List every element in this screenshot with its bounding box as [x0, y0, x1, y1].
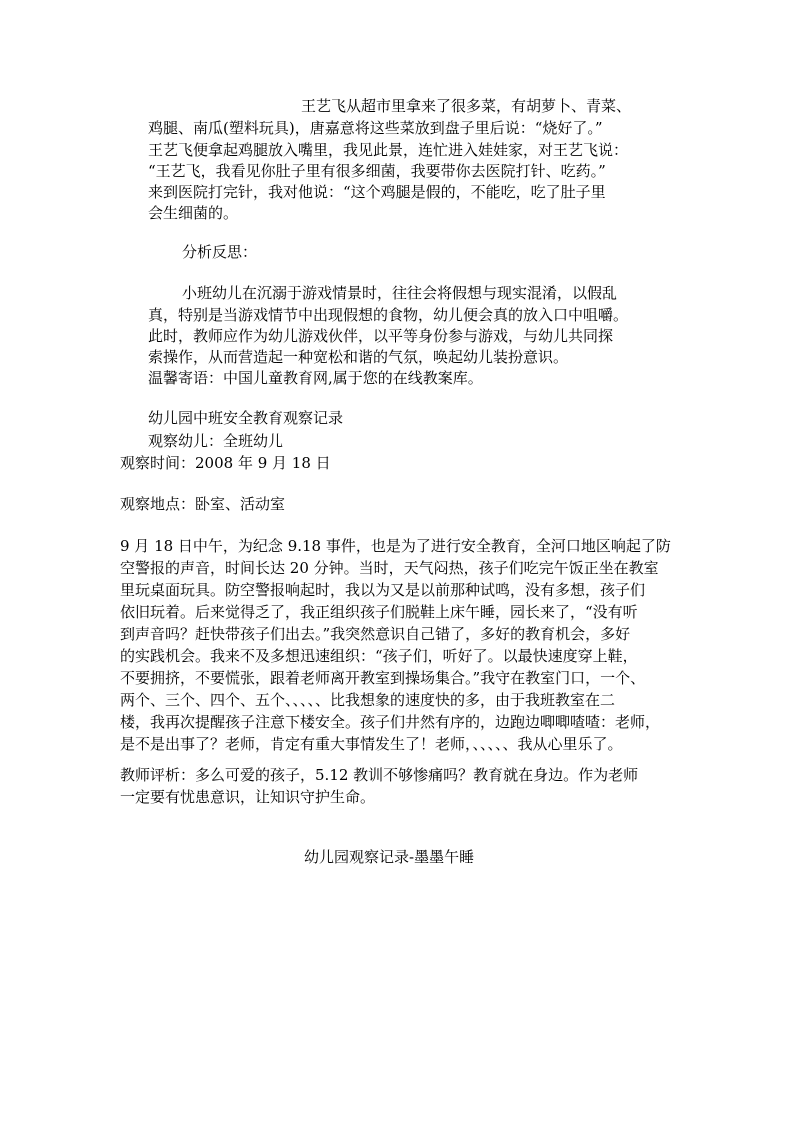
record-body-line-7: 不要拥挤，不要慌张，跟着老师离开教室到操场集合。”我守在教室门口，一个、 [120, 669, 646, 687]
record-body-line-3: 里玩桌面玩具。防空警报响起时，我以为又是以前那种试鸣，没有多想，孩子们 [120, 581, 646, 599]
analysis-heading: 分析反思： [182, 243, 258, 261]
teacher-comment-line-2: 一定要有忧患意识，让知识守护生命。 [120, 788, 376, 806]
record-body-line-5: 到声音吗？赶快带孩子们出去。”我突然意识自己错了，多好的教育机会，多好 [120, 625, 631, 643]
record-body-line-1: 9 月 18 日中午，为纪念 9.18 事件，也是为了进行安全教育，全河口地区响起了防 [120, 537, 671, 555]
observed-children: 观察幼儿：全班幼儿 [148, 432, 284, 450]
record-body-line-4: 依旧玩着。后来觉得乏了，我正组织孩子们脱鞋上床午睡，园长来了，“没有听 [120, 603, 638, 621]
story-line-6: 会生细菌的。 [148, 204, 239, 222]
analysis-line-1: 小班幼儿在沉溺于游戏情景时，往往会将假想与现实混淆，以假乱 [182, 284, 618, 302]
story-line-5: 来到医院打完针，我对他说：“这个鸡腿是假的，不能吃，吃了肚子里 [148, 183, 606, 201]
story-line-2: 鸡腿、南瓜(塑料玩具)，唐嘉意将这些菜放到盘子里后说：“烧好了。” [148, 119, 603, 137]
story-line-4: “王艺飞，我看见你肚子里有很多细菌，我要带你去医院打针、吃药。” [148, 162, 606, 180]
record-body-line-2: 空警报的声音，时间长达 20 分钟。当时，天气闷热，孩子们吃完午饭正坐在教室 [120, 559, 659, 577]
next-record-title: 幼儿园观察记录-墨墨午睡 [304, 848, 475, 866]
record-body-line-10: 是不是出事了？老师，肯定有重大事情发生了！老师，、、、、、我从心里乐了。 [120, 735, 623, 753]
observed-time: 观察时间：2008 年 9 月 18 日 [120, 454, 331, 472]
analysis-line-2: 真，特别是当游戏情节中出现假想的食物，幼儿便会真的放入口中咀嚼。 [148, 306, 629, 324]
story-line-1: 王艺飞从超市里拿来了很多菜，有胡萝卜、青菜、 [301, 97, 632, 115]
analysis-line-3: 此时，教师应作为幼儿游戏伙伴，以平等身份参与游戏，与幼儿共同探 [148, 327, 614, 345]
record-body-line-6: 的实践机会。我来不及多想迅速组织：“孩子们，听好了。以最快速度穿上鞋， [120, 647, 638, 665]
story-line-3: 王艺飞便拿起鸡腿放入嘴里，我见此景，连忙进入娃娃家，对王艺飞说： [148, 141, 629, 159]
analysis-line-5: 温馨寄语：中国儿童教育网,属于您的在线教案库。 [148, 369, 483, 387]
teacher-comment-line-1: 教师评析：多么可爱的孩子，5.12 教训不够惨痛吗？教育就在身边。作为老师 [120, 766, 639, 784]
record-title: 幼儿园中班安全教育观察记录 [148, 409, 344, 427]
record-body-line-8: 两个、三个、四个、五个、、、、、比我想象的速度快的多，由于我班教室在二 [120, 691, 616, 709]
record-body-line-9: 楼，我再次提醒孩子注意下楼安全。孩子们井然有序的，边跑边唧唧喳喳：老师， [120, 713, 661, 731]
observed-place: 观察地点：卧室、活动室 [120, 495, 286, 513]
analysis-line-4: 索操作，从而营造起一种宽松和谐的气氛，唤起幼儿装扮意识。 [148, 348, 569, 366]
